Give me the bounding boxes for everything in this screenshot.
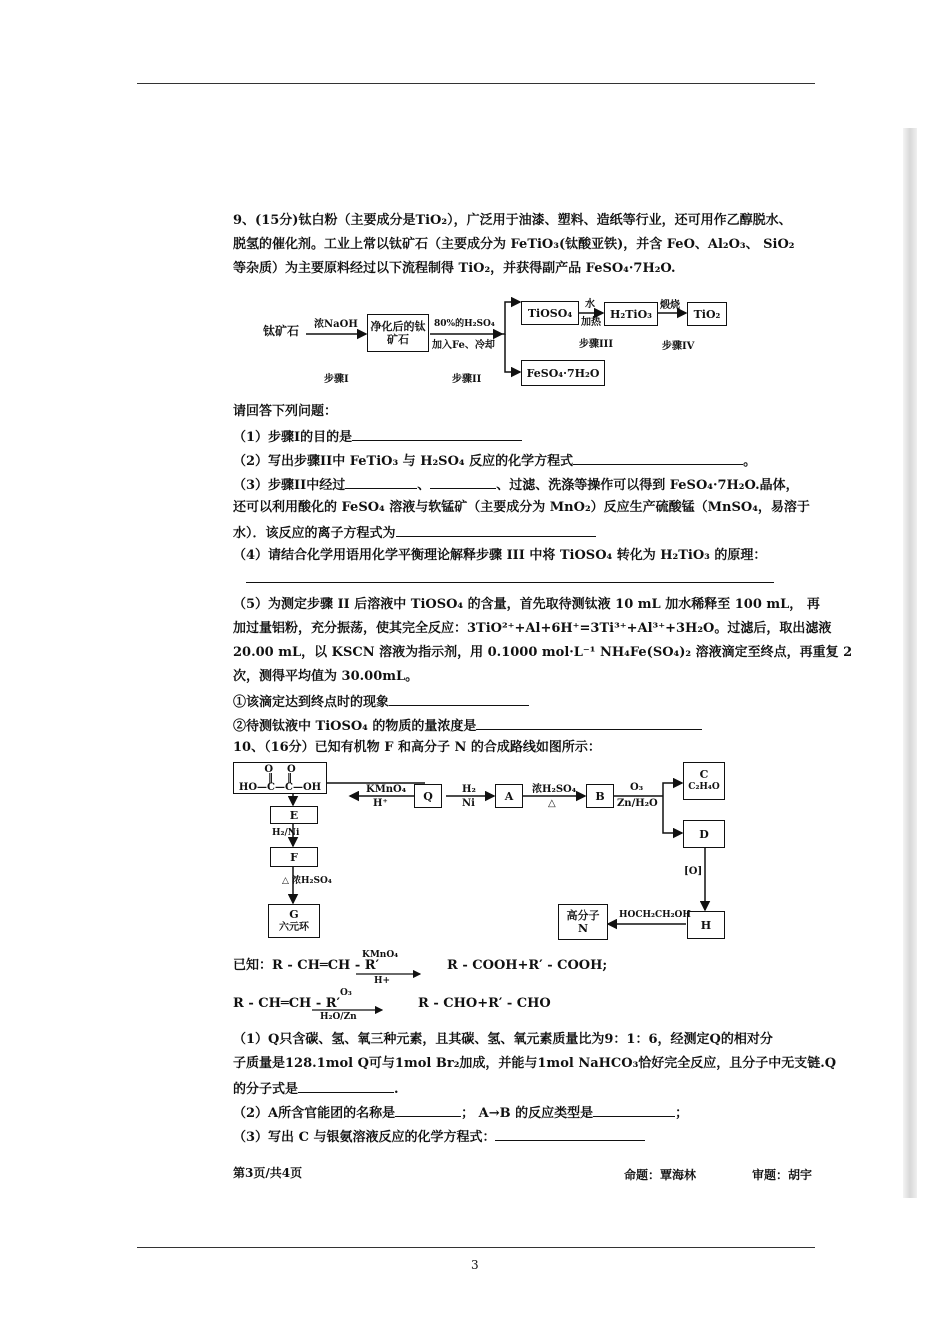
q10-c-formula: C₂H₄O [688, 782, 720, 792]
q10-c: C [699, 768, 709, 781]
q10-a-box [495, 784, 523, 808]
q10-f: F [290, 850, 298, 864]
q10-e: E [289, 808, 299, 822]
flow-purified-ore-box [367, 314, 429, 352]
q10-part1-line3 [233, 1080, 399, 1098]
q10-part2-text-a: （2）A所含官能团的名称是 [233, 1106, 396, 1121]
q9-part3-blank-1[interactable] [345, 476, 417, 489]
q10-h: H [700, 918, 712, 932]
q10-g: G [289, 908, 299, 921]
footer-reviewer: 审题：胡宇 [752, 1168, 813, 1182]
page-number: 3 [471, 1258, 479, 1272]
q10-part3 [233, 1128, 645, 1146]
q10-zn-h2o: Zn/H₂O [617, 798, 658, 809]
flow-step1: 步骤I [324, 374, 349, 385]
q10-g-ring: 六元环 [279, 922, 309, 933]
flow-acid-label: 80%的H₂SO₄ [434, 319, 495, 329]
flow-step4: 步骤IV [662, 341, 695, 352]
q10-d: D [699, 827, 709, 841]
q9-part2-text: （2）写出步骤II中 FeTiO₃ 与 H₂SO₄ 反应的化学方程式 [233, 454, 574, 469]
flow-heat-label: 加热 [581, 317, 601, 328]
q9-part2-end: 。 [743, 454, 757, 469]
q9-part5-sub1-blank[interactable] [389, 693, 529, 706]
q9-part5-sub2-blank[interactable] [476, 717, 702, 730]
q10-q: Q [423, 789, 433, 803]
q9-part2-answer-blank[interactable] [573, 452, 743, 465]
q10-h-box [687, 911, 725, 939]
q10-known-o3: O₃ [340, 988, 352, 998]
q10-part2-blank-2[interactable] [593, 1104, 675, 1117]
q10-polymer: 高分子 [566, 909, 600, 922]
q10-oxidation: [O] [684, 866, 703, 877]
q10-acid-double-bonds: ‖ ‖ [268, 772, 292, 784]
q9-part5-sub2-text: ②待测钛液中 TiOSO₄ 的物质的量浓度是 [233, 719, 477, 734]
q9-intro: 请回答下列问题： [233, 404, 338, 419]
q10-a: A [504, 789, 514, 803]
q10-part1-text: 的分子式是 [233, 1082, 299, 1097]
q10-part2-text-b: ； A→B 的反应类型是 [461, 1106, 594, 1121]
q10-c-box [683, 762, 725, 800]
flow-water-label: 水 [585, 299, 595, 310]
q10-known-2-right: R - CHO+R′ - CHO [418, 996, 551, 1011]
q10-known-hplus: H+ [374, 976, 391, 986]
q10-part3-blank[interactable] [495, 1128, 645, 1141]
q10-o3: O₃ [630, 782, 644, 793]
q10-d-box [683, 820, 725, 848]
q9-part3-text-a: （3）步骤II中经过 [233, 478, 346, 493]
q10-oxalic-acid-box [233, 762, 327, 794]
q10-g-box [268, 904, 320, 938]
q10-glycol: HOCH₂CH₂OH [619, 910, 691, 920]
q9-part5-line1: （5）为测定步骤 II 后溶液中 TiOSO₄ 的含量，首先取待测钛液 10 mL 加水稀释至 100 mL， 再 [233, 597, 820, 612]
q10-conc-h2so4-2: △ 浓H₂SO₄ [282, 876, 332, 886]
flow-h2tio3: H₂TiO₃ [610, 307, 652, 321]
q9-part3-line2: 还可以利用酸化的 FeSO₄ 溶液与软锰矿（主要成分为 MnO₂）反应生产硫酸锰（MnSO₄，易溶于 [233, 500, 810, 515]
flow-tioso4-box [521, 301, 579, 325]
q10-h2: H₂ [462, 784, 476, 795]
q10-q-box [414, 784, 442, 808]
q9-part3-ion-eq-blank[interactable] [396, 524, 596, 537]
flow-purified-ore: 净化后的钛矿石 [370, 320, 426, 346]
q10-ni: Ni [462, 798, 475, 809]
q10-part2 [233, 1104, 688, 1122]
q9-line-3: 等杂质）为主要原料经过以下流程制得 TiO₂，并获得副产品 FeSO₄·7H₂O. [233, 261, 676, 276]
q10-part3-text: （3）写出 C 与银氨溶液反应的化学方程式： [233, 1130, 496, 1145]
q9-part3-sep: 、 [417, 478, 431, 493]
q9-part1 [233, 428, 522, 446]
q10-n-box [558, 904, 608, 940]
q9-part5-sub1-text: ①该滴定达到终点时的现象 [233, 695, 390, 710]
flow-tio2: TiO₂ [693, 307, 721, 321]
q10-f-box [270, 847, 318, 867]
q10-kmno4: KMnO₄ [366, 784, 407, 795]
q10-part1-line1: （1）Q只含碳、氢、氧三种元素，且其碳、氢、氧元素质量比为9：1：6，经测定Q的相对分 [233, 1032, 773, 1047]
q10-known-kmno4: KMnO₄ [362, 950, 399, 960]
q9-part5-line2: 加过量铝粉，充分振荡，使其完全反应：3TiO²⁺+Al+6H⁺=3Ti³⁺+Al³⁺+3H₂O。过滤后，取出滤液 [233, 621, 832, 636]
q10-part1-end: . [394, 1082, 399, 1097]
flow-fe-cool-label: 加入Fe、冷却 [432, 340, 495, 351]
q10-acid-oxygens: O O [264, 763, 296, 775]
q10-known-2 [233, 996, 551, 1012]
flow-tioso4: TiOSO₄ [527, 306, 573, 320]
q10-part1-blank[interactable] [298, 1080, 394, 1093]
q9-part5-sub2 [233, 717, 702, 735]
footer-author: 命题：覃海林 [624, 1168, 697, 1182]
q10-known-1 [233, 958, 607, 974]
q10-b: B [595, 789, 605, 803]
q10-known-1-left: 已知：R - CH═CH - R′ [233, 958, 380, 973]
q10-known-2-left: R - CH═CH - R′ [233, 996, 341, 1011]
flow-ore: 钛矿石 [263, 324, 300, 338]
q9-part5-line4: 次，测得平均值为 30.00mL。 [233, 669, 419, 684]
q9-part5-line3: 20.00 mL，以 KSCN 溶液为指示剂，用 0.1000 mol·L⁻¹ NH₄Fe(SO₄)₂ 溶液滴定至终点，再重复 2 [233, 645, 853, 660]
q9-part3-blank-2[interactable] [430, 476, 496, 489]
q10-known-1-right: R - COOH+R′ - COOH; [447, 958, 608, 973]
q10-part2-blank-1[interactable] [395, 1104, 461, 1117]
flow-feso4: FeSO₄·7H₂O [526, 366, 600, 380]
flow-step3: 步骤III [579, 339, 614, 350]
q9-part3-text-e: 水）．该反应的离子方程式为 [233, 526, 396, 541]
q10-head: 10、（16分）已知有机物 F 和高分子 N 的合成路线如图所示： [233, 740, 601, 755]
q10-hplus: H⁺ [373, 798, 388, 809]
flow-calcine-label: 煅烧 [660, 300, 680, 311]
flow-tio2-box [687, 302, 727, 326]
q9-part3 [233, 476, 799, 494]
q9-part5-sub1 [233, 693, 529, 711]
q9-part2 [233, 452, 756, 470]
q9-line-1: 9、(15分)钛白粉（主要成分是TiO₂），广泛用于油漆、塑料、造纸等行业，还可用作乙醇脱水、 [233, 213, 792, 228]
q10-part1-line2: 子质量是128.1mol Q可与1mol Br₂加成，并能与1mol NaHCO₃恰好完全反应，且分子中无支链.Q [233, 1056, 837, 1071]
q9-part4-answer-blank[interactable] [246, 570, 774, 583]
q10-delta: △ [548, 798, 556, 809]
q10-b-box [586, 784, 614, 808]
q10-known-zn: H₂O/Zn [320, 1012, 357, 1022]
q10-h2-ni: H₂/Ni [272, 828, 300, 838]
q9-part3-text-c: 、过滤、洗涤等操作可以得到 FeSO₄·7H₂O.晶体， [496, 478, 799, 493]
q9-part4: （4）请结合化学用语用化学平衡理论解释步骤 III 中将 TiOSO₄ 转化为 H₂TiO₃ 的原理： [233, 548, 767, 563]
q10-n: N [577, 922, 589, 935]
q9-part1-answer-blank[interactable] [352, 428, 522, 441]
q9-line-2: 脱氢的催化剂。工业上常以钛矿石（主要成分为 FeTiO₃(钛酸亚铁)，并含 FeO、Al₂O₃、 SiO₂ [233, 237, 795, 252]
q9-part1-text: （1）步骤I的目的是 [233, 430, 353, 445]
flow-feso4-box [521, 360, 605, 386]
q10-conc-h2so4: 浓H₂SO₄ [532, 784, 577, 795]
q10-acid-formula: HO—C—C—OH [238, 781, 322, 793]
footer-page-count: 第3页/共4页 [233, 1166, 303, 1180]
q10-e-box [270, 806, 318, 824]
flow-h2tio3-box [604, 302, 658, 326]
q9-part3-line3 [233, 524, 596, 542]
q10-part2-end: ； [675, 1106, 689, 1121]
flow-naoh-label: 浓NaOH [314, 319, 358, 330]
flow-step2: 步骤II [452, 374, 482, 385]
